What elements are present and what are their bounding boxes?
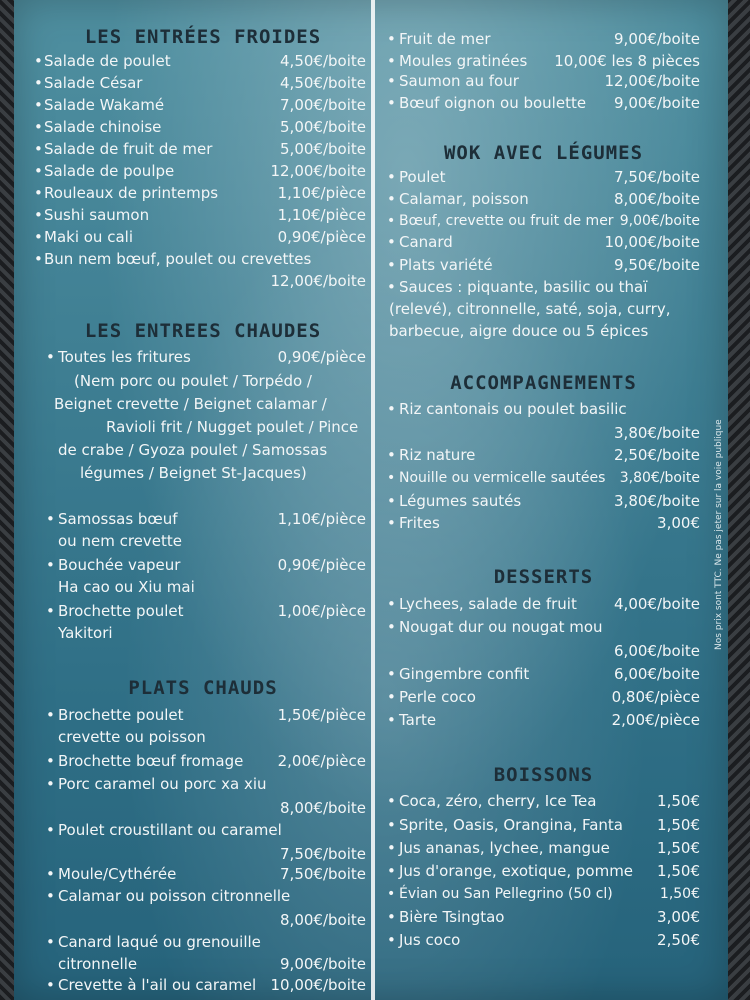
menu-item: • Tarte 2,00€/pièce [387,711,700,729]
fritures-detail: Beignet crevette / Beignet calamar / [54,395,327,413]
menu-item: • Nouille ou vermicelle sautées 3,80€/boite [387,470,700,486]
menu-item: • Saumon au four 12,00€/boite [387,72,700,90]
menu-item: • Calamar, poisson 8,00€/boite [387,190,700,208]
menu-item: • Salade chinoise 5,00€/boite [34,118,366,136]
menu-item: • Plats variété 9,50€/boite [387,256,700,274]
menu-item: • Salade de fruit de mer 5,00€/boite [34,140,366,158]
menu-item: • Légumes sautés 3,80€/boite [387,492,700,510]
fritures-detail: (Nem porc ou poulet / Torpédo / [74,372,312,390]
menu-item: • Crevette à l'ail ou caramel 10,00€/boite [46,976,366,994]
menu-item-continued: ou nem crevette [58,532,182,550]
menu-item: • Jus d'orange, exotique, pomme 1,50€ [387,862,700,880]
section-title-desserts: DESSERTS [493,566,594,588]
section-title-plats-chauds: PLATS CHAUDS [128,677,278,699]
menu-item: • Riz nature 2,50€/boite [387,446,700,464]
section-title-boissons: BOISSONS [493,764,594,786]
menu-item-price: 7,50€/boite [280,845,366,863]
menu-item-price: 3,80€/boite [614,424,700,442]
menu-item: • Bœuf, crevette ou fruit de mer 9,00€/boite [387,213,700,229]
section-title-accompagnements: ACCOMPAGNEMENTS [450,372,637,394]
menu-item: • Samossas bœuf 1,10€/pièce [46,510,366,528]
menu-item: • Calamar ou poisson citronnelle [46,887,291,905]
fritures-detail: légumes / Beignet St-Jacques) [80,464,307,482]
menu-item: • Gingembre confit 6,00€/boite [387,665,700,683]
menu-item: • Canard laqué ou grenouille [46,933,261,951]
background-pattern-right [728,0,750,1000]
menu-sheet [14,0,728,1000]
menu-item-price: 6,00€/boite [614,642,700,660]
menu-item: • Jus coco 2,50€ [387,931,700,949]
menu-item: • Maki ou cali 0,90€/pièce [34,228,366,246]
menu-item: • Riz cantonais ou poulet basilic [387,400,627,418]
menu-item: • Rouleaux de printemps 1,10€/pièce [34,184,366,202]
menu-item: • Bun nem bœuf, poulet ou crevettes [34,250,312,268]
menu-item-continued: Yakitori [58,624,113,642]
menu-item-price: 8,00€/boite [280,799,366,817]
menu-item: • Salade de poulpe 12,00€/boite [34,162,366,180]
menu-item: • Sprite, Oasis, Orangina, Fanta 1,50€ [387,816,700,834]
menu-item: • Moule/Cythérée 7,50€/boite [46,865,366,883]
section-title-entrees-froides: LES ENTRÉES FROIDES [84,26,322,48]
menu-item: • Évian ou San Pellegrino (50 cl) 1,50€ [387,886,700,902]
section-title-wok: WOK AVEC LÉGUMES [443,142,644,164]
menu-item-continued: Ha cao ou Xiu mai [58,578,195,596]
menu-item-price: 9,00€/boite [280,955,366,973]
menu-item-continued: crevette ou poisson [58,728,206,746]
menu-item: • Salade César 4,50€/boite [34,74,366,92]
menu-item: • Bière Tsingtao 3,00€ [387,908,700,926]
menu-item: • Brochette bœuf fromage 2,00€/pièce [46,752,366,770]
side-note: Nos prix sont TTC. Ne pas jeter sur la voie publique [714,419,724,650]
fritures-detail: de crabe / Gyoza poulet / Samossas [58,441,328,459]
menu-item: • Perle coco 0,80€/pièce [387,688,700,706]
menu-item: • Nougat dur ou nougat mou [387,618,603,636]
sauces-line: barbecue, aigre douce ou 5 épices [389,322,649,340]
menu-item: • Poulet croustillant ou caramel [46,821,282,839]
menu-item: • Sushi saumon 1,10€/pièce [34,206,366,224]
menu-item: • Brochette poulet 1,00€/pièce [46,602,366,620]
menu-item: • Poulet 7,50€/boite [387,168,700,186]
menu-item: • Brochette poulet 1,50€/pièce [46,706,366,724]
menu-item-price: 12,00€/boite [270,272,366,290]
fritures-detail: Ravioli frit / Nugget poulet / Pince [106,418,359,436]
section-title-entrees-chaudes: LES ENTREES CHAUDES [84,320,322,342]
menu-item-price: 8,00€/boite [280,911,366,929]
menu-item: • Coca, zéro, cherry, Ice Tea 1,50€ [387,792,700,810]
menu-item: • Jus ananas, lychee, mangue 1,50€ [387,839,700,857]
menu-item: • Toutes les fritures 0,90€/pièce [46,348,366,366]
menu-item: • Lychees, salade de fruit 4,00€/boite [387,595,700,613]
menu-item: • Fruit de mer 9,00€/boite [387,30,700,48]
menu-item: • Bœuf oignon ou boulette 9,00€/boite [387,94,700,112]
menu-item: • Porc caramel ou porc xa xiu [46,775,267,793]
sauces-line: (relevé), citronnelle, saté, soja, curry, [389,300,671,318]
menu-item: • Salade de poulet 4,50€/boite [34,52,366,70]
menu-item-continued: citronnelle [58,955,138,973]
menu-item: • Canard 10,00€/boite [387,233,700,251]
menu-item: • Frites 3,00€ [387,514,700,532]
menu-item: • Bouchée vapeur 0,90€/pièce [46,556,366,574]
menu-item: • Moules gratinées 10,00€ les 8 pièces [387,52,700,70]
menu-item: • Salade Wakamé 7,00€/boite [34,96,366,114]
background-pattern-left [0,0,14,1000]
sauces-line: • Sauces : piquante, basilic ou thaï [387,278,648,296]
